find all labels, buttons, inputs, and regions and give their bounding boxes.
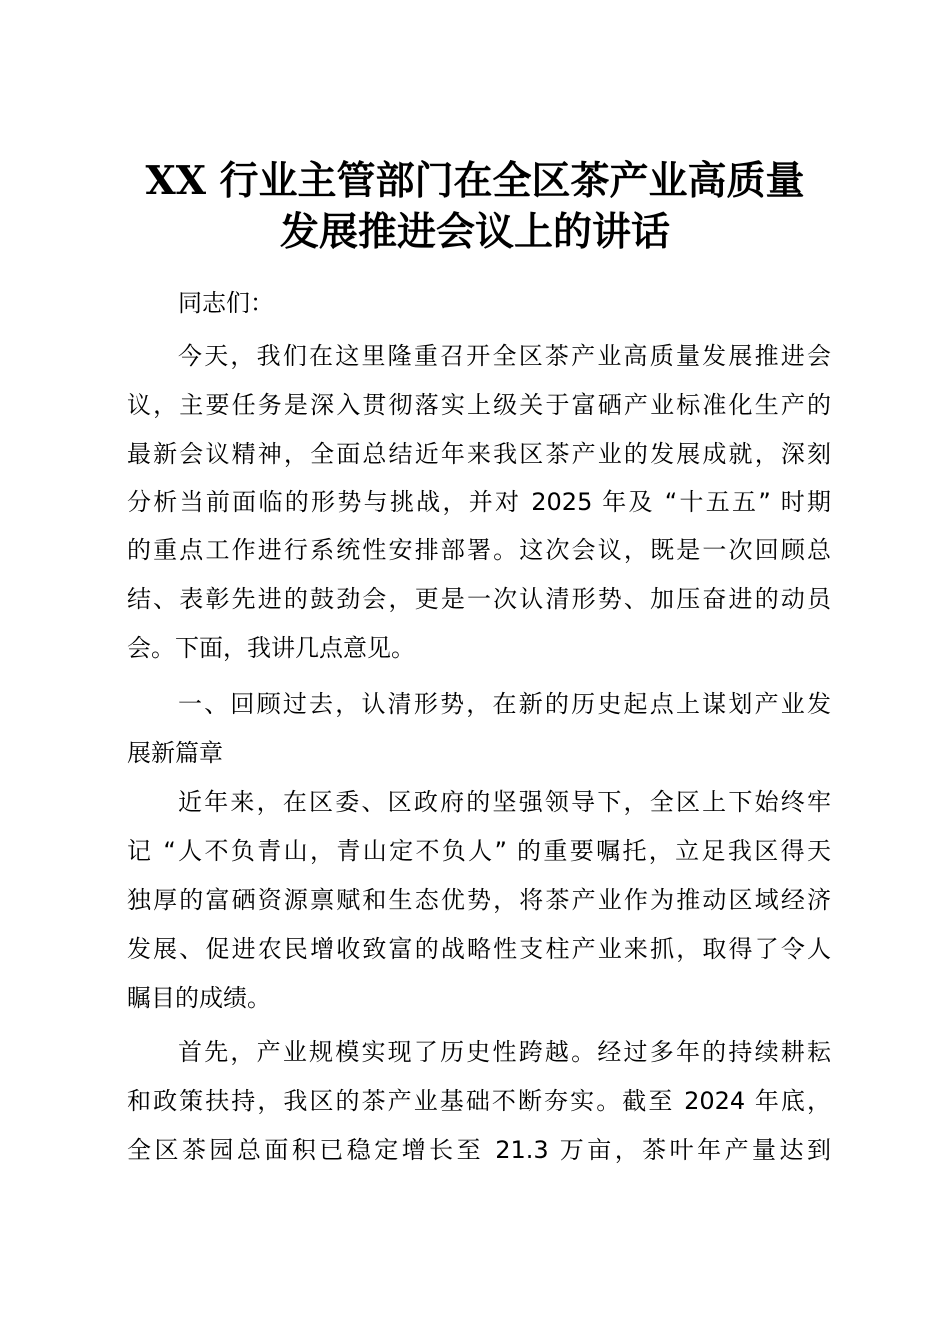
- body-line: 分析当前面临的形势与挑战，并对 2025 年及 “十五五” 时期: [127, 488, 831, 516]
- section-heading-line: 一、回顾过去，认清形势，在新的历史起点上谋划产业发: [178, 690, 831, 718]
- document-title-line-1: XX 行业主管部门在全区茶产业高质量: [145, 158, 805, 204]
- body-line: 记 “人不负青山，青山定不负人” 的重要嘱托，立足我区得天: [127, 837, 831, 865]
- body-line: 首先，产业规模实现了历史性跨越。经过多年的持续耕耘: [178, 1038, 831, 1066]
- body-line: 的重点工作进行系统性安排部署。这次会议，既是一次回顾总: [127, 536, 831, 564]
- document-title-line-2: 发展推进会议上的讲话: [279, 209, 670, 255]
- body-line: 发展、促进农民增收致富的战略性支柱产业来抓，取得了令人: [127, 935, 831, 963]
- body-line: 和政策扶持，我区的茶产业基础不断夯实。截至 2024 年底，: [127, 1087, 831, 1115]
- body-line: 最新会议精神，全面总结近年来我区茶产业的发展成就，深刻: [127, 440, 831, 468]
- body-line: 全区茶园总面积已稳定增长至 21.3 万亩，茶叶年产量达到: [127, 1136, 831, 1164]
- body-line: 独厚的富硒资源禀赋和生态优势，将茶产业作为推动区域经济: [127, 886, 831, 914]
- body-line: 今天，我们在这里隆重召开全区茶产业高质量发展推进会: [178, 342, 831, 370]
- section-heading-line: 展新篇章: [127, 739, 223, 767]
- salutation: 同志们：: [178, 289, 274, 317]
- body-line: 瞩目的成绩。: [127, 984, 271, 1012]
- body-line: 会。下面，我讲几点意见。: [127, 634, 415, 662]
- body-line: 近年来，在区委、区政府的坚强领导下，全区上下始终牢: [178, 788, 831, 816]
- body-line: 议，主要任务是深入贯彻落实上级关于富硒产业标准化生产的: [127, 391, 831, 419]
- body-line: 结、表彰先进的鼓劲会，更是一次认清形势、加压奋进的动员: [127, 585, 831, 613]
